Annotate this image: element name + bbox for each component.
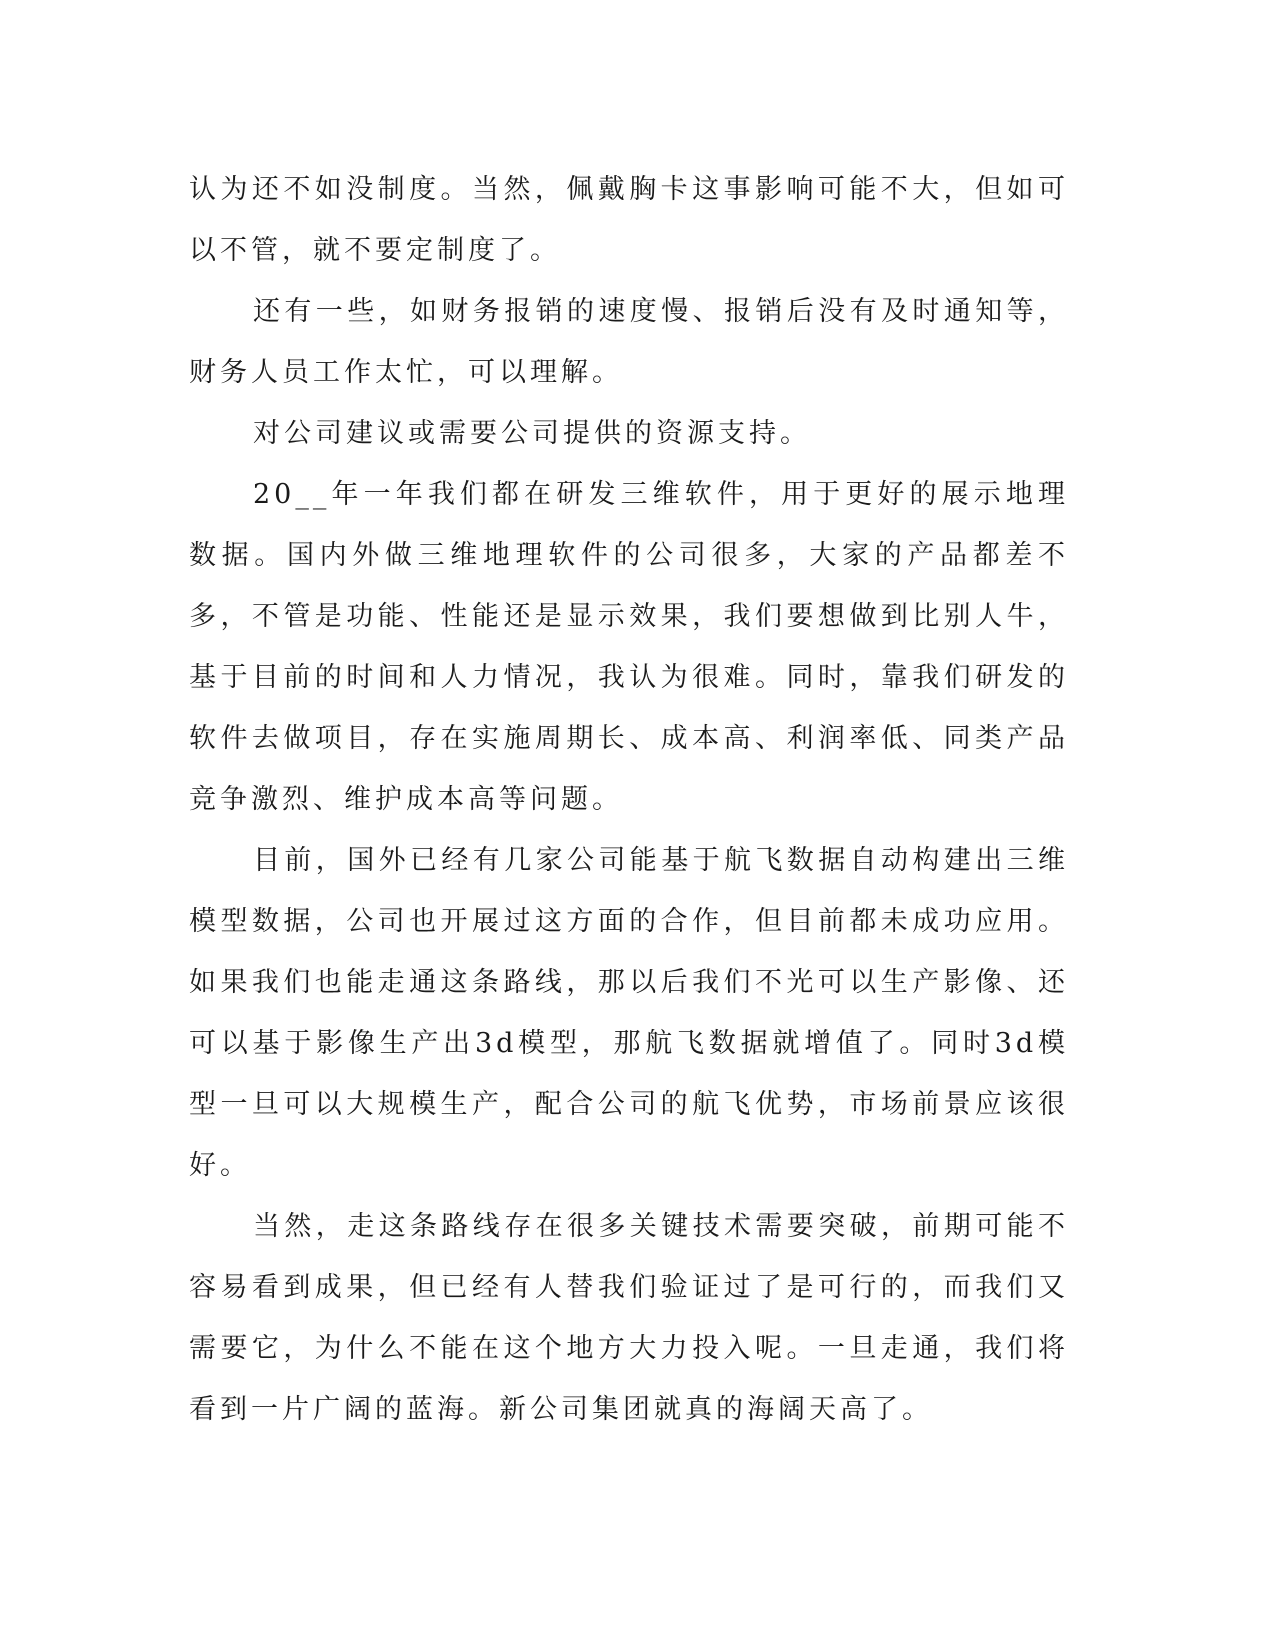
paragraph-5: 目前，国外已经有几家公司能基于航飞数据自动构建出三维模型数据，公司也开展过这方面的合作，但目前都未成功应用。如果我们也能走通这条路线，那以后我们不光可以生产影像、还可以基于影像生产出3d模型，那航飞数据就增值了。同时3d模型一旦可以大规模生产，配合公司的航飞优势，市场前景应该很好。 [189, 845, 1069, 1181]
document-body [189, 159, 1069, 1440]
paragraph-1: 认为还不如没制度。当然，佩戴胸卡这事影响可能不大，但如可以不管，就不要定制度了。 [189, 174, 1069, 266]
paragraph-3: 对公司建议或需要公司提供的资源支持。 [253, 418, 811, 449]
paragraph-6: 当然，走这条路线存在很多关键技术需要突破，前期可能不容易看到成果，但已经有人替我们验证过了是可行的，而我们又需要它，为什么不能在这个地方大力投入呢。一旦走通，我们将看到一片广阔的蓝海。新公司集团就真的海阔天高了。 [189, 1211, 1069, 1425]
paragraph-4: 20__年一年我们都在研发三维软件，用于更好的展示地理数据。国内外做三维地理软件的公司很多，大家的产品都差不多，不管是功能、性能还是显示效果，我们要想做到比别人牛，基于目前的时间和人力情况，我认为很难。同时，靠我们研发的软件去做项目，存在实施周期长、成本高、利润率低、同类产品竞争激烈、维护成本高等问题。 [189, 479, 1069, 815]
paragraph-2: 还有一些，如财务报销的速度慢、报销后没有及时通知等，财务人员工作太忙，可以理解。 [189, 296, 1069, 388]
